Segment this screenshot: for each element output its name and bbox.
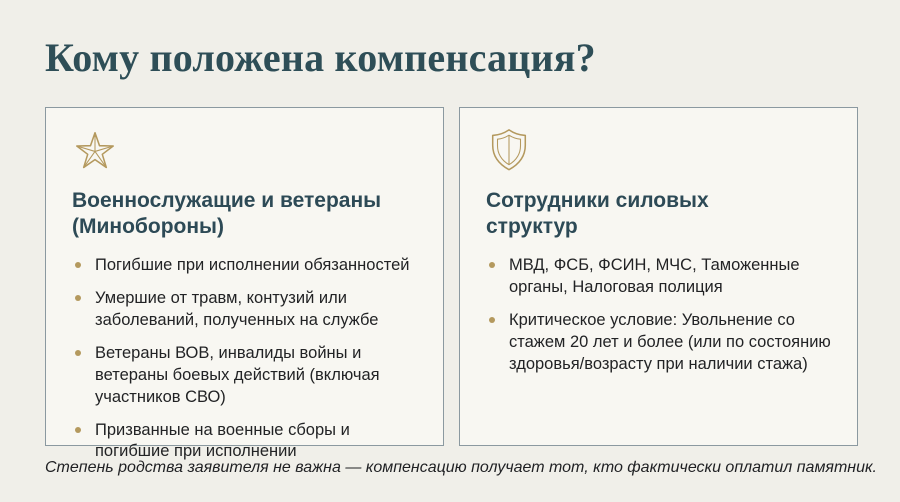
shield-icon (486, 127, 831, 175)
bullet-marker (75, 262, 81, 268)
bullet-list-security (486, 255, 831, 376)
bullet-text: Ветераны ВОВ, инвалиды войны и ветераны боевых действий (включая участников СВО) (95, 343, 380, 406)
star-icon (72, 127, 417, 175)
list-item (72, 343, 417, 409)
bullet-text: Умершие от травм, контузий или заболеваний, полученных на службе (95, 288, 379, 329)
list-item (72, 288, 417, 332)
card-title-military: Военнослужащие и ветераны (Минобороны) (72, 189, 382, 239)
card-security-services (459, 107, 858, 446)
list-item (486, 255, 831, 299)
bullet-marker (75, 427, 81, 433)
bullet-text: Критическое условие: Увольнение со стажем 20 лет и более (или по состоянию здоровья/возрасту при наличии стажа) (509, 310, 831, 373)
list-item (486, 310, 831, 376)
bullet-text: Призванные на военные сборы и погибшие при исполнении (95, 420, 350, 461)
list-item (72, 420, 417, 464)
bullet-marker (489, 262, 495, 268)
card-title-security: Сотрудники силовых структур (486, 189, 709, 239)
cards-row (45, 107, 858, 461)
bullet-text: Погибшие при исполнении обязанностей (95, 255, 410, 274)
page-title: Кому положена компенсация? (45, 35, 596, 80)
bullet-marker (489, 317, 495, 323)
list-item (72, 255, 417, 277)
bullet-marker (75, 295, 81, 301)
bullet-list-military (72, 255, 417, 464)
footer-note: Степень родства заявителя не важна — компенсацию получает тот, кто фактически оплатил памятник. (45, 459, 877, 476)
bullet-marker (75, 350, 81, 356)
card-military-veterans (45, 107, 444, 461)
bullet-text: МВД, ФСБ, ФСИН, МЧС, Таможенные органы, Налоговая полиция (509, 255, 800, 296)
